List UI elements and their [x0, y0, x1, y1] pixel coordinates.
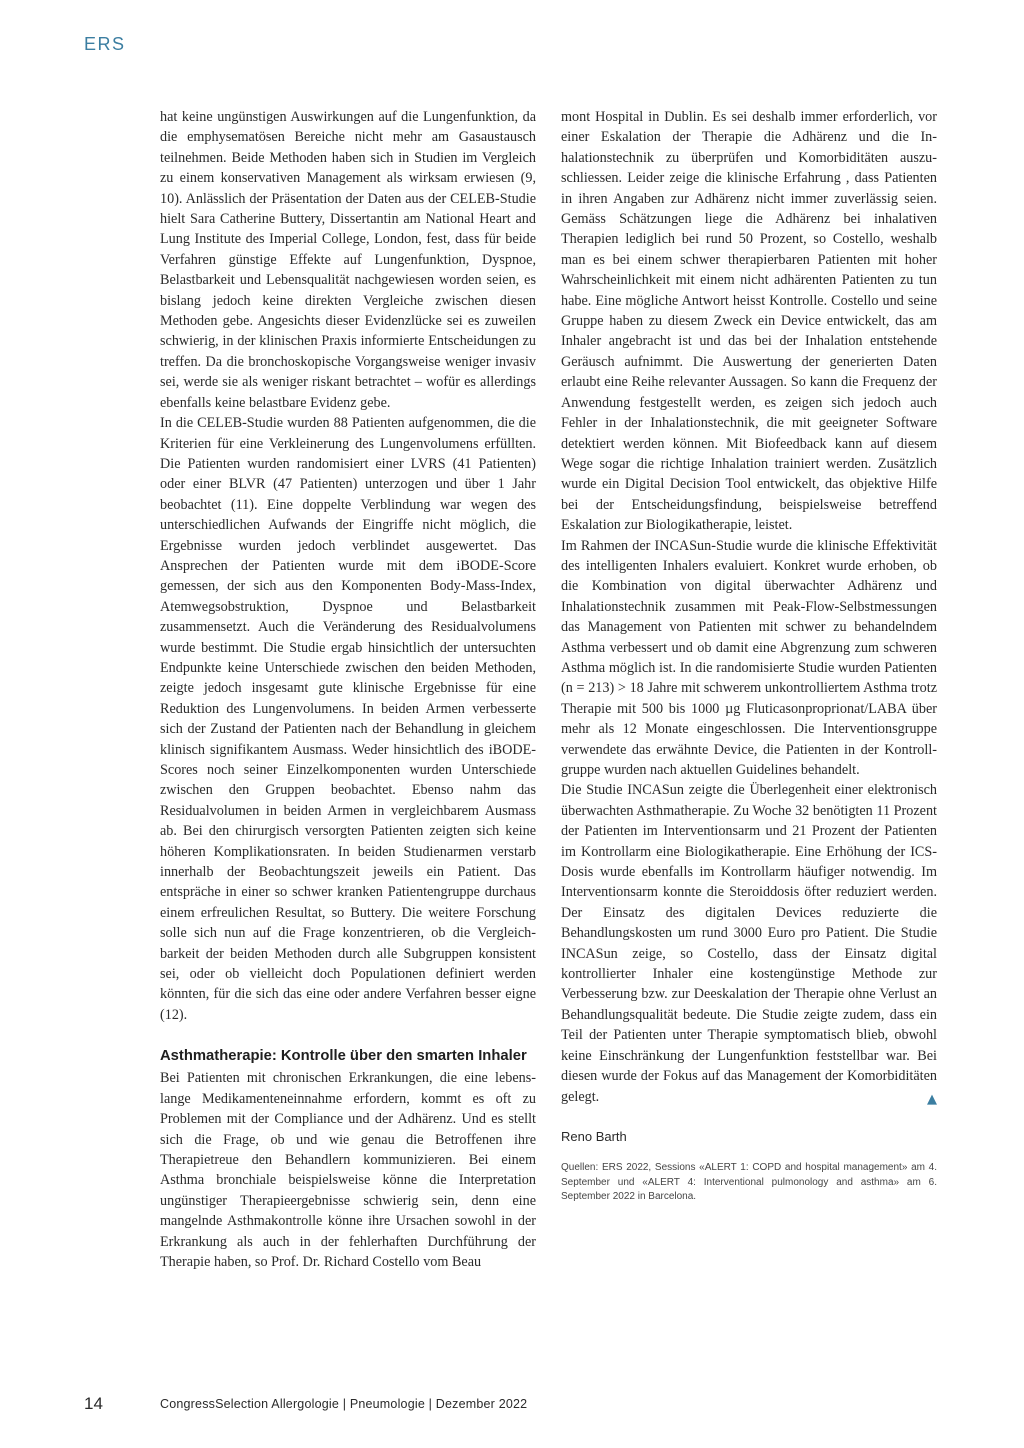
paragraph — [561, 780, 937, 1107]
paragraph: hat keine ungünstigen Auswirkungen auf die Lungenfunktion, da die emphysematösen Bereiche nicht mehr am Gasaustausch teilnehmen. Beide Methoden haben sich in Studien im Vergleich zu einem konservativen Management als wirksam erwiesen (9, 10). Anlässlich der Präsentation der Daten aus der CELEB-Studie hielt Sara Catherine Buttery, Dissertantin am National Heart and Lung Institute des Imperial College, London, fest, dass für beide Verfahren günstige Effekte auf Lungenfunktion, Dyspnoe, Belastbarkeit und Lebensqualität nachgewiesen worden seien, es bislang jedoch keine direkten Vergleiche zwischen diesen Methoden gebe. Angesichts dieser Evidenzlücke sei es zuweilen schwierig, in der klinischen Praxis informierte Entscheidungen zu treffen. Da die bronchoskopische Vorgangsweise weniger invasiv sei, werde sie als weniger riskant betrachtet – wofür es allerdings ebenfalls keine belastbare Evidenz gebe. — [160, 109, 536, 411]
left-column — [160, 107, 536, 1272]
section-heading: Asthmatherapie: Kontrolle über den smarten Inhaler — [160, 1048, 527, 1065]
right-column — [561, 107, 937, 1205]
end-of-article-triangle-icon: ▲ — [927, 1091, 937, 1107]
section-label: ERS — [84, 34, 126, 54]
paragraph: Bei Patienten mit chronischen Erkrankungen, die eine lebenslange Medikamenteneinnahme erfordern, kommt es oft zu Problemen mit der Compliance und der Adhärenz. Und es stellt sich die Frage, ob und wie genau die Betroffenen ihre Therapietreue den Behandlern kommunizieren. Bei einem Asthma bronchiale beispielsweise könne die Interpretation ungünstiger Therapieergebnisse schwierig sein, denn eine mangelnde Asthmakontrolle könne ihre Ursachen sowohl in der Erkrankung als auch in der fehlerhaften Durchführung der Therapie haben, so Prof. Dr. Richard Costello vom Beau — [160, 1070, 536, 1270]
paragraph: mont Hospital in Dublin. Es sei deshalb immer erforderlich, vor einer Eskalation der Therapie die Adhärenz und die Inhalationstechnik zu überprüfen und Komorbiditäten auszuschliessen. Leider zeige die klinische Erfahrung , dass Patienten in ihren Angaben zur Adhärenz nicht immer zuverlässig seien. Gemäss Schätzungen liege die Adhärenz bei inhalativen Therapien lediglich bei rund 50 Prozent, so Costello, weshalb man es bei einem schwer therapierbaren Patienten mit hoher Wahrscheinlichkeit mit einem nicht adhärenten Patienten zu tun habe. Eine mögliche Antwort heisst Kontrolle. Costello und seine Gruppe haben zu diesem Zweck ein Device entwickelt, das am Inhaler angebracht ist und das bei der Inhalation entstehende Geräusch aufnimmt. Die Auswertung der generierten Daten erlaubt eine Reihe relevanter Aussagen. So kann die Frequenz der Anwendung festgestellt werden, es zeigen sich jedoch auch Fehler in der Inhalationstechnik, die mit geeigneter Software detektiert werden können. Mit Biofeedback kann auf diesem Wege sogar die richtige Inhalation trainiert werden. Zusätzlich wurde ein Digital Decision Tool entwickelt, das objektive Hilfe bei der Entscheidungsfindung, beispielsweise betreffend Eskalation zur Biologikatherapie, leistet. — [561, 109, 937, 534]
sources-note: Quellen: ERS 2022, Sessions «ALERT 1: COPD and hospital management» am 4. September und «ALERT 4: Interventional pulmonology and asthma» am 6. September 2022 in Barcelona. — [561, 1162, 937, 1203]
paragraph: Im Rahmen der INCASun-Studie wurde die klinische Effektivität des intelligenten Inhalers evaluiert. Konkret wurde erhoben, ob die Kombination von digital überwachter Adhärenz und Inhalationstechnik zusammen mit Peak-Flow-Selbstmessungen das Management von Patienten mit schwer zu behandelndem Asthma verbessert und ob damit eine Abgrenzung zum schweren Asthma möglich ist. In die randomisierte Studie wurden Patienten (n = 213) > 18 Jahre mit schwerem unkontrolliertem Asthma trotz Therapie mit 500 bis 1000 µg Fluticasonproprionat/LABA über mehr als 12 Monate eingeschlossen. Die Interventionsgruppe verwendete das erwähnte Device, die Patienten in der Kontrollgruppe wurden nach aktuellen Guidelines behandelt. — [561, 537, 937, 778]
page-number: 14 — [84, 1394, 103, 1413]
publication-info: CongressSelection Allergologie | Pneumologie | Dezember 2022 — [160, 1397, 528, 1411]
paragraph-text: Die Studie INCASun zeigte die Überlegenheit einer elektronisch überwachten Asthmatherapie. Zu Woche 32 benötigten 11 Prozent der Patienten im Interventionsarm und 21 Prozent der Patienten im Kontrollarm eine Biologikatherapie. Eine Erhöhung der ICS-Dosis wurde ebenfalls im Kontrollarm häufiger notwendig. Im Interventionsarm konnte die Steroiddosis öfter reduziert werden. Der Einsatz des digitalen Devices reduzierte die Behandlungskosten um rund 3000 Euro pro Patient. Die Studie INCASun zeige, so Costello, dass der Einsatz digital kontrollierter Inhaler eine kostengünstige Methode zur Verbesserung bzw. zur Deeskalation der Therapie ohne Verlust an Behandlungsqualität bedeute. Die Studie zeigte zudem, dass ein Teil der Patienten unter Therapie symptomatisch blieb, obwohl keine Einschränkung der Lungenfunktion feststellbar war. Bei diesen wurde der Fokus auf das Management der Komorbiditäten gelegt. — [561, 782, 937, 1105]
paragraph: In die CELEB-Studie wurden 88 Patienten aufgenommen, die die Kriterien für eine Verkleinerung des Lungenvolumens erfüllten. Die Patienten wurden randomisiert einer LVRS (41 Patienten) oder einer BLVR (47 Patienten) unterzogen und über 1 Jahr beobachtet (11). Eine doppelte Verblindung war wegen des unterschiedlichen Aufwands der Eingriffe nicht möglich, die Ergebnisse wurden jedoch verblindet ausgewertet. Das Ansprechen der Patienten wurde mit dem iBODE-Score gemessen, der sich aus den Komponenten Body-Mass-Index, Atemwegsobstruktion, Dyspnoe und Belastbarkeit zusammensetzt. Auch die Veränderung des Residualvolumens wurde bestimmt. Die Studie ergab hinsichtlich der untersuchten Endpunkte keine Unterschiede zwischen den beiden Methoden, zeigte jedoch insgesamt gute klinische Ergebnisse für eine Reduktion des Lungenvolumens. In beiden Armen verbesserte sich der Zustand der Patienten nach der Behandlung in gleichem klinisch signifikantem Ausmass. Weder hinsichtlich des iBODE-Scores noch seiner Einzelkomponenten wurden Unterschiede zwischen den Gruppen beobachtet. Ebenso nahm das Residualvolumen in beiden Armen in vergleichbarem Ausmass ab. Bei den chirurgisch versorgten Patienten zeigten sich keine höheren Komplikationsraten. In beiden Studienarmen verstarb innerhalb der Beobachtungszeit jeweils ein Patient. Das entspräche in einer so schwer kranken Patientengruppe durchaus einem erfreulichen Resultat, so Buttery. Die weitere Forschung solle sich nun auf die Frage konzentrieren, ob die Vergleichbarkeit der beiden Methoden durch alle Subgruppen konsistent sei, oder ob vielleicht doch Populationen definiert werden könnten, für die sich das eine oder andere Verfahren besser eigne (12). — [160, 415, 536, 1023]
author-name: Reno Barth — [561, 1128, 627, 1144]
